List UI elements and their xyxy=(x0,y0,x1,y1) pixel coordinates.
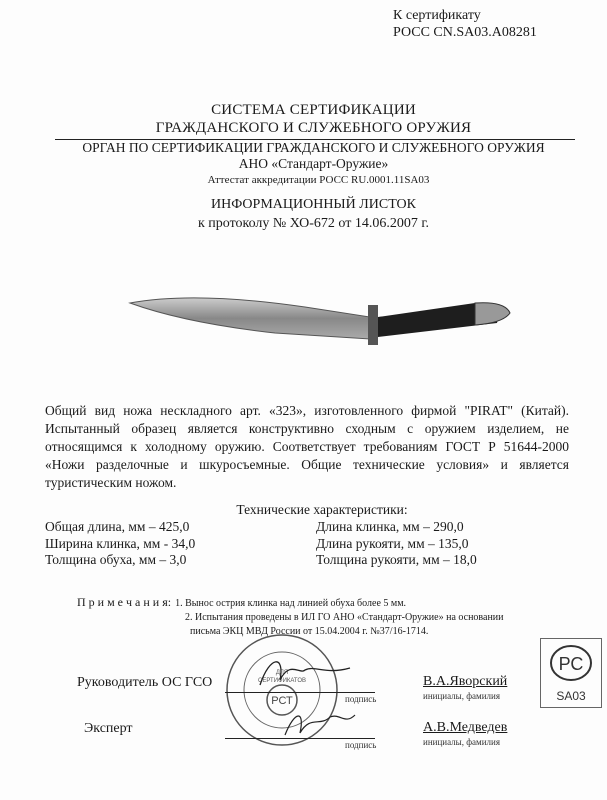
name-caption-head: инициалы, фамилия xyxy=(423,691,500,701)
blade xyxy=(130,298,370,339)
note-2: 2. Испытания проведены в ИЛ ГО АНО «Стандарт-Оружие» на основании xyxy=(185,611,504,623)
svg-text:РС: РС xyxy=(558,654,584,674)
spec-handle-length: Длина рукояти, мм – 135,0 xyxy=(316,535,469,551)
signature-expert xyxy=(280,705,360,740)
name-caption-expert: инициалы, фамилия xyxy=(423,737,500,747)
certificate-ref-label: К сертификату xyxy=(393,8,481,23)
body-flow xyxy=(45,402,569,639)
rst-logo-icon xyxy=(541,639,601,684)
signer-role-expert: Эксперт xyxy=(84,721,133,736)
note-1: 1. Вынос острия клинка над линией обуха более 5 мм. xyxy=(175,597,407,609)
signature-caption-expert: подпись xyxy=(345,740,377,750)
certificate-number: РОСС CN.SA03.A08281 xyxy=(393,25,537,40)
notes-label: П р и м е ч а н и я: xyxy=(77,594,172,609)
spec-handle-thickness: Толщина рукояти, мм – 18,0 xyxy=(316,552,477,567)
signature-caption-head: подпись xyxy=(345,694,377,704)
description: Общий вид ножа нескладного арт. «323», изготовленного фирмой "PIRAT" (Китай). Испытанный образец является конструктивно сходным с оружием изделием, не относящимся к холодному оружию. Соответствует требованиям ГОСТ Р 51644-2000 «Ножи разделочные и шкуросъемные. Общие технические условия» и является туристическим ножом. xyxy=(45,403,569,490)
svg-text:СЕРТИФИКАТОВ: СЕРТИФИКАТОВ xyxy=(257,678,307,684)
svg-text:РСТ: РСТ xyxy=(271,695,293,707)
specs-title: Технические характеристики: xyxy=(236,502,408,517)
system-title-2: ГРАЖДАНСКОГО И СЛУЖЕБНОГО ОРУЖИЯ xyxy=(155,120,472,136)
organization-name: АНО «Стандарт-Оружие» xyxy=(238,156,389,171)
system-title-1: СИСТЕМА СЕРТИФИКАЦИИ xyxy=(211,102,416,118)
signer-role-head: Руководитель ОС ГСО xyxy=(77,675,213,690)
accreditation: Аттестат аккредитации РОСС RU.0001.11SA03 xyxy=(207,174,430,186)
mark-code: SA03 xyxy=(556,689,586,703)
spec-blade-length: Длина клинка, мм – 290,0 xyxy=(316,519,464,534)
note-2-cont: письма ЭКЦ МВД России от 15.04.2004 г. №37/16-1714. xyxy=(190,625,429,637)
specs-right xyxy=(316,519,477,569)
signature-head xyxy=(255,650,355,695)
specs-left xyxy=(45,519,316,569)
pommel xyxy=(475,303,510,325)
organ-title: ОРГАН ПО СЕРТИФИКАЦИИ ГРАЖДАНСКОГО И СЛУЖЕБНОГО ОРУЖИЯ xyxy=(82,140,545,155)
specs-table xyxy=(45,519,569,569)
signer-name-expert: А.В.Медведев xyxy=(423,720,508,735)
spec-spine-thickness: Толщина обуха, мм – 3,0 xyxy=(45,552,187,567)
document-title: ИНФОРМАЦИОННЫЙ ЛИСТОК xyxy=(210,197,417,212)
spec-blade-width: Ширина клинка, мм - 34,0 xyxy=(45,535,196,551)
svg-text:ДЛЯ: ДЛЯ xyxy=(275,670,289,676)
conformity-mark xyxy=(540,638,602,708)
knife-image xyxy=(125,265,515,355)
spec-total-length: Общая длина, мм – 425,0 xyxy=(45,519,190,534)
signer-name-head: В.А.Яворский xyxy=(423,674,508,689)
guard xyxy=(368,305,378,345)
protocol-ref: к протоколу № ХО-672 от 14.06.2007 г. xyxy=(197,216,430,231)
